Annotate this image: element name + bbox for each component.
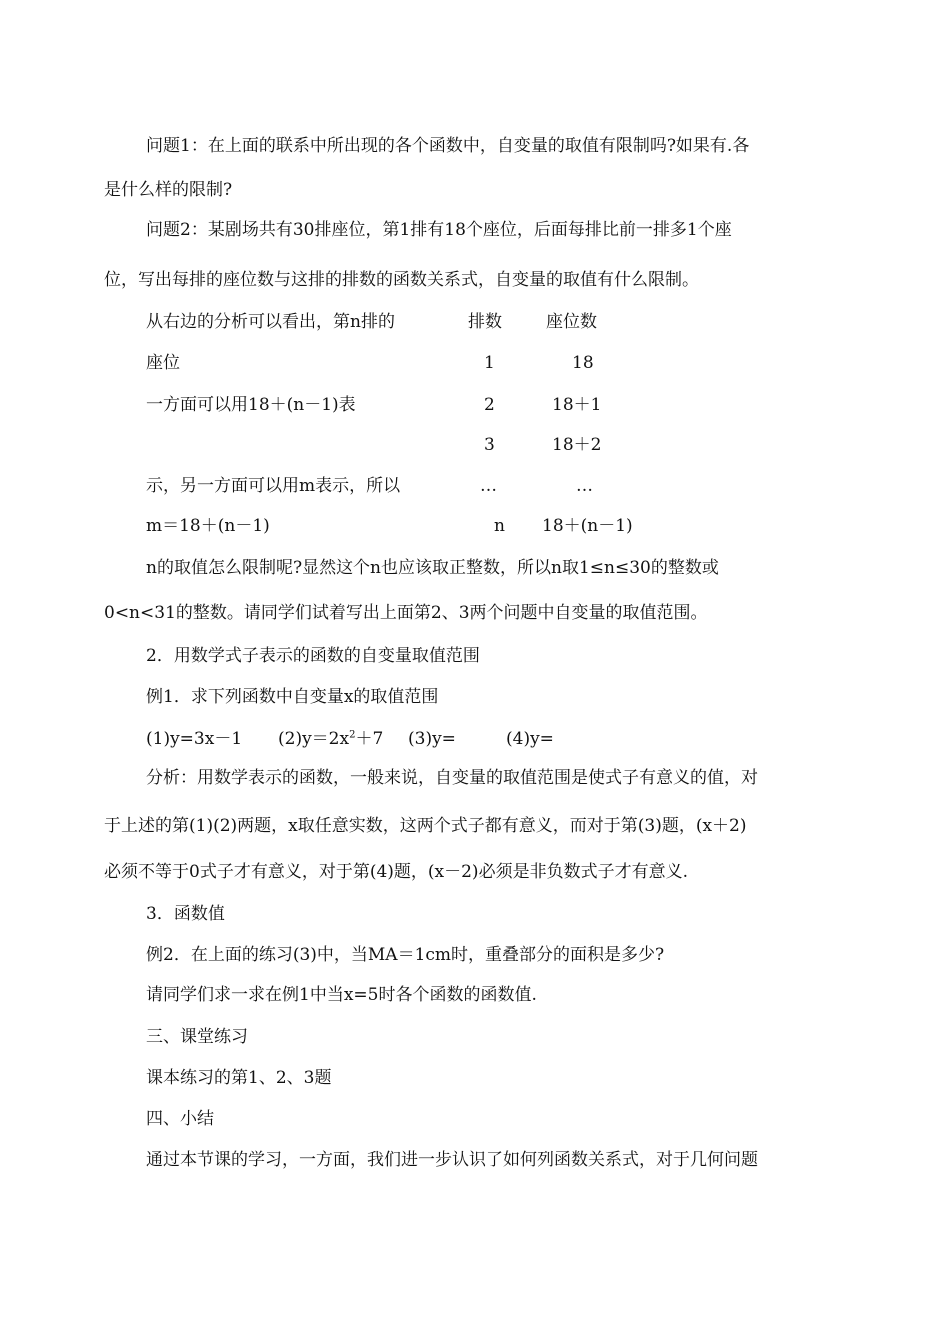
table-cell: … <box>480 476 497 496</box>
q1-line-1: 问题1：在上面的联系中所出现的各个函数中，自变量的取值有限制吗?如果有.各 <box>146 136 750 156</box>
analysis-line-3: 一方面可以用18＋(n－1)表 <box>146 395 356 415</box>
example-1-title: 例1．求下列函数中自变量x的取值范围 <box>146 687 439 707</box>
n-para-line-2: 0<n<31的整数。请同学们试着写出上面第2、3两个问题中自变量的取值范围。 <box>104 603 708 623</box>
function-3: (3)y= <box>408 729 456 749</box>
heading-classroom-practice: 三、课堂练习 <box>146 1027 248 1047</box>
function-4: (4)y= <box>506 729 554 749</box>
heading-summary: 四、小结 <box>146 1109 214 1129</box>
table-cell: n <box>494 516 505 536</box>
table-cell: 3 <box>484 435 495 455</box>
q2-line-2: 位，写出每排的座位数与这排的排数的函数关系式，自变量的取值有什么限制。 <box>104 270 699 290</box>
analysis2-line-2: 于上述的第(1)(2)两题，x取任意实数，这两个式子都有意义，而对于第(3)题，(x＋2) <box>104 816 747 836</box>
practice-line: 课本练习的第1、2、3题 <box>146 1068 332 1088</box>
table-cell: 2 <box>484 395 495 415</box>
table-cell: 1 <box>484 353 495 373</box>
analysis2-line-1: 分析：用数学表示的函数，一般来说，自变量的取值范围是使式子有意义的值，对 <box>146 768 758 788</box>
analysis-line-5: m＝18＋(n－1) <box>146 516 270 536</box>
table-header-seats: 座位数 <box>546 312 597 332</box>
table-header-rows: 排数 <box>468 312 502 332</box>
section-2-heading: 2．用数学式子表示的函数的自变量取值范围 <box>146 646 480 666</box>
analysis-line-1: 从右边的分析可以看出，第n排的 <box>146 312 395 332</box>
function-1: (1)y=3x－1 <box>146 729 243 749</box>
table-cell: … <box>576 476 593 496</box>
table-cell: 18＋1 <box>552 395 602 415</box>
analysis2-line-3: 必须不等于0式子才有意义，对于第(4)题，(x－2)必须是非负数式子才有意义. <box>104 862 688 882</box>
section-3-heading: 3．函数值 <box>146 904 225 924</box>
table-cell: 18 <box>572 353 594 373</box>
example-2: 例2．在上面的练习(3)中，当MA＝1cm时，重叠部分的面积是多少? <box>146 945 665 965</box>
n-para-line-1: n的取值怎么限制呢?显然这个n也应该取正整数，所以n取1≤n≤30的整数或 <box>146 558 719 578</box>
summary-line: 通过本节课的学习，一方面，我们进一步认识了如何列函数关系式，对于几何问题 <box>146 1150 758 1170</box>
q1-line-2: 是什么样的限制? <box>104 180 233 200</box>
function-2: $(2)y=2x^2+7$ <box>278 729 384 749</box>
request-line: 请同学们求一求在例1中当x=5时各个函数的函数值. <box>146 985 537 1005</box>
analysis-line-4: 示，另一方面可以用m表示，所以 <box>146 476 401 496</box>
q2-line-1: 问题2：某剧场共有30排座位，第1排有18个座位，后面每排比前一排多1个座 <box>146 220 732 240</box>
analysis-line-2: 座位 <box>146 353 180 373</box>
table-cell: 18＋2 <box>552 435 602 455</box>
table-cell: 18＋(n－1) <box>542 516 633 536</box>
